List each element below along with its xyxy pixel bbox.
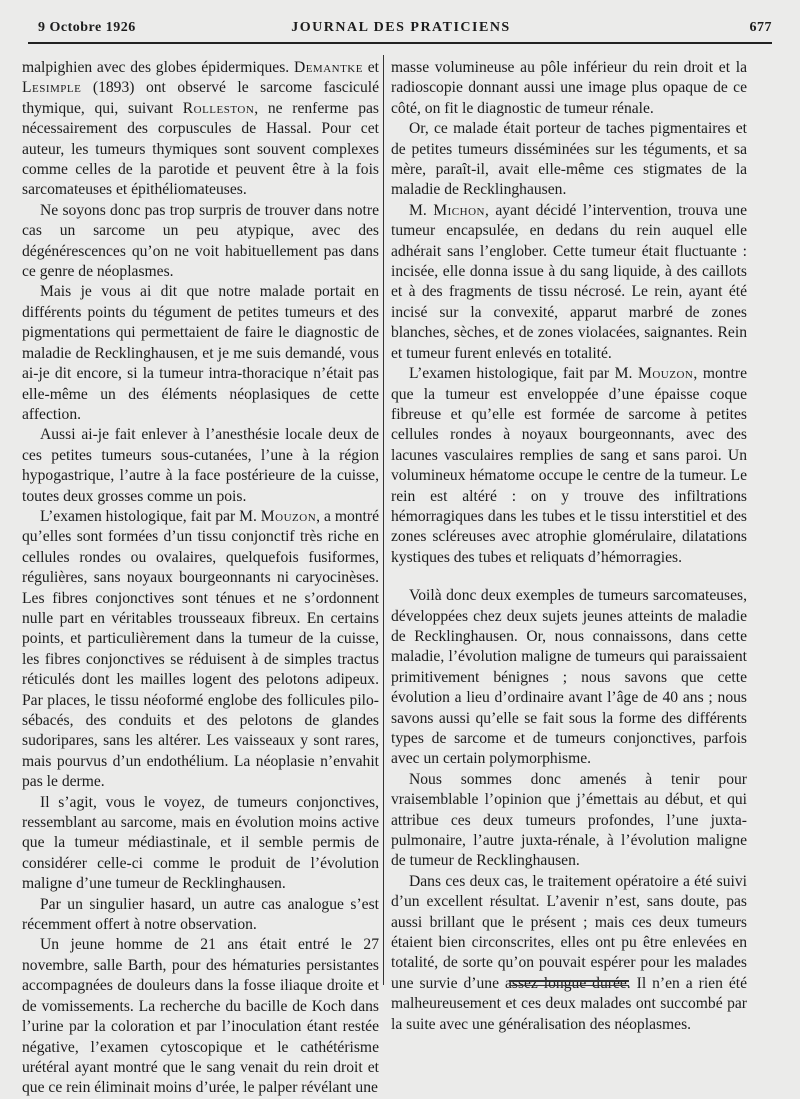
header-rule	[28, 42, 772, 44]
paragraph: Par un singulier hasard, un autre cas analogue s’est récemment offert à notre observation.	[22, 895, 379, 934]
paragraph: Voilà donc deux exemples de tumeurs sarcomateuses, développées chez deux sujets jeunes atteints de maladie de Recklinghausen. Or, nous connaissons, dans cette maladie, l’évolution maligne de tumeurs qui paraissaient primitivement bénignes ; nous savons que cette évolution a lieu d’ordinaire avant l’âge de 40 ans ; nous savons aussi qu’elle se fait sous la forme des différents types de sarcome et de tumeurs conjonctives, parfois avec un certain polymorphisme.	[391, 587, 747, 768]
author-name: Demantke	[293, 59, 363, 76]
page-number: 677	[749, 20, 772, 35]
paragraph: Or, ce malade était porteur de taches pigmentaires et de petites tumeurs disséminées sur les téguments, et sa mère, paraît-il, avait elle-même ces stigmates de la maladie de Recklinghausen.	[391, 120, 747, 199]
paragraph: Un jeune homme de 21 ans était entré le 27 novembre, salle Barth, pour des hématuries persistantes accompagnées de douleurs dans la fosse iliaque droite et de vomissements. La recherche du bacille de Koch dans l’urine par la coloration et par l’inoculation étant restée négative, l’examen cytoscopique et le cathétérisme urétéral ayant montré que le sang venait du rein droit et que ce rein éliminait moins d’urée, le palper révélant une	[22, 936, 379, 1097]
right-column	[391, 58, 747, 1035]
running-header	[30, 20, 772, 40]
paragraph: L’examen histologique, fait par M. Mouzon, montre que la tumeur est enveloppée d’une épaisse coque fibreuse et qu’elle est formée de sarcome à petites cellules rondes à noyaux bourgeonnants, avec des lacunes vasculaires remplies de sang et sans paroi. Un volumineux hématome occupe le centre de la tumeur. Le rein est altéré : on y trouve des infiltrations hémorragiques dans les tubes et le tissu interstitiel et des zones scléreuses avec atrophie glomérulaire, dilatations kystiques des tubes et reliquats d’hémorragies.	[391, 365, 747, 566]
paragraph: Ne soyons donc pas trop surpris de trouver dans notre cas un sarcome un peu atypique, avec des dégénérescences qu’on ne voit habituellement pas dans ce genre de néoplasmes.	[22, 201, 379, 281]
paragraph: masse volumineuse au pôle inférieur du rein droit et la radioscopie donnant aussi une image plus opaque de ce côté, on fit le diagnostic de tumeur rénale.	[391, 59, 747, 117]
author-name: Rolleston	[182, 99, 255, 117]
paragraph: Nous sommes donc amenés à tenir pour vraisemblable l’opinion que j’émettais au début, et qui attribue ces deux tumeurs profondes, l’une juxta-pulmonaire, l’autre juxta-rénale, à l’évolution maligne de tumeur de Recklinghausen.	[391, 770, 747, 870]
author-name: Mouzon	[638, 365, 694, 383]
paragraph: Aussi ai-je fait enlever à l’anesthésie locale deux de ces petites tumeurs sous-cutanées, l’une à la région hypogastrique, l’autre à la face postérieure de la cuisse, toutes deux grosses comme un pois.	[22, 426, 379, 505]
column-divider	[383, 55, 384, 985]
paragraph: Mais je vous ai dit que notre malade portait en différents points du tégument de petites tumeurs et des pigmentations qui permettaient de faire le diagnostic de maladie de Recklinghausen, et je me suis demandé, vous ai-je dit encore, si la tumeur intra-thoracique n’était pas elle-même un des éléments néoplasiques de cette affection.	[22, 283, 379, 423]
paragraph: L’examen histologique, fait par M. Mouzon, a montré qu’elles sont formées d’un tissu conjonctif très riche en cellules rondes ou ovalaires, quelquefois fusiformes, régulières, sans noyaux bourgeonnants ni caryocinèses. Les fibres conjonctives sont ténues et ne s’ordonnent nulle part en véritables trousseaux fibreux. En certains points, et particulièrement dans la tumeur de la cuisse, les fibres conjonctives se réduisent à de simples tractus réticulés dont les mailles logent des pelotons adipeux. Par places, le tissu néoformé englobe des follicules pilo-sébacés, des conduits et des pelotons de glandes sudoripares, sans les altérer. Les vaisseaux y sont rares, mais pourvus d’un endothélium. La néoplasie n’envahit pas le derme.	[22, 507, 379, 791]
author-name: Michon	[433, 201, 485, 219]
paragraph: malpighien avec des globes épidermiques. Demantke et Lesimple (1893) ont observé le sarcome fasciculé thymique, qui, suivant Rolleston, ne renferme pas nécessairement des corpuscules de Hassal. Pour cet auteur, les tumeurs thymiques sont souvent complexes comme celles de la parotide et peuvent être à la fois sarcomateuses et épithéliomateuses.	[22, 59, 379, 199]
author-name: Lesimple	[22, 79, 82, 97]
end-of-article-rule	[509, 980, 629, 986]
issue-date: 9 Octobre 1926	[38, 20, 136, 35]
paragraph: M. Michon, ayant décidé l’intervention, trouva une tumeur encapsulée, en dedans du rein auquel elle adhérait sans l’englober. Cette tumeur était fluctuante : incisée, elle donna issue à du sang liquide, à des caillots et à des fragments de tissu nécrosé. Le rein, ayant été incisé sur la convexité, apparut marbré de zones blanches, sèches, et de zones violacées, saignantes. Rein et tumeur furent enlevés en totalité.	[391, 201, 747, 362]
left-column	[22, 58, 379, 1099]
author-name: Mouzon	[260, 507, 317, 525]
paragraph: Dans ces deux cas, le traitement opératoire a été suivi d’un excellent résultat. L’avenir n’est, sans doute, pas aussi brillant que le présent ; mais ces deux tumeurs étaient bien circonscrites, elles ont pu être enlevées en totalité, de sorte qu’on pouvait espérer pour les malades une survie d’une assez longue durée. Il n’en a rien été malheureusement et ces deux malades ont succombé par la suite avec une généralisation des néoplasmes.	[391, 872, 747, 1033]
paragraph: Il s’agit, vous le voyez, de tumeurs conjonctives, ressemblant au sarcome, mais en évolution moins active que la tumeur médiastinale, et il semble permis de considérer celle-ci comme le produit de l’évolution maligne d’une tumeur de Recklinghausen.	[22, 793, 379, 893]
journal-title: JOURNAL DES PRATICIENS	[291, 20, 511, 35]
